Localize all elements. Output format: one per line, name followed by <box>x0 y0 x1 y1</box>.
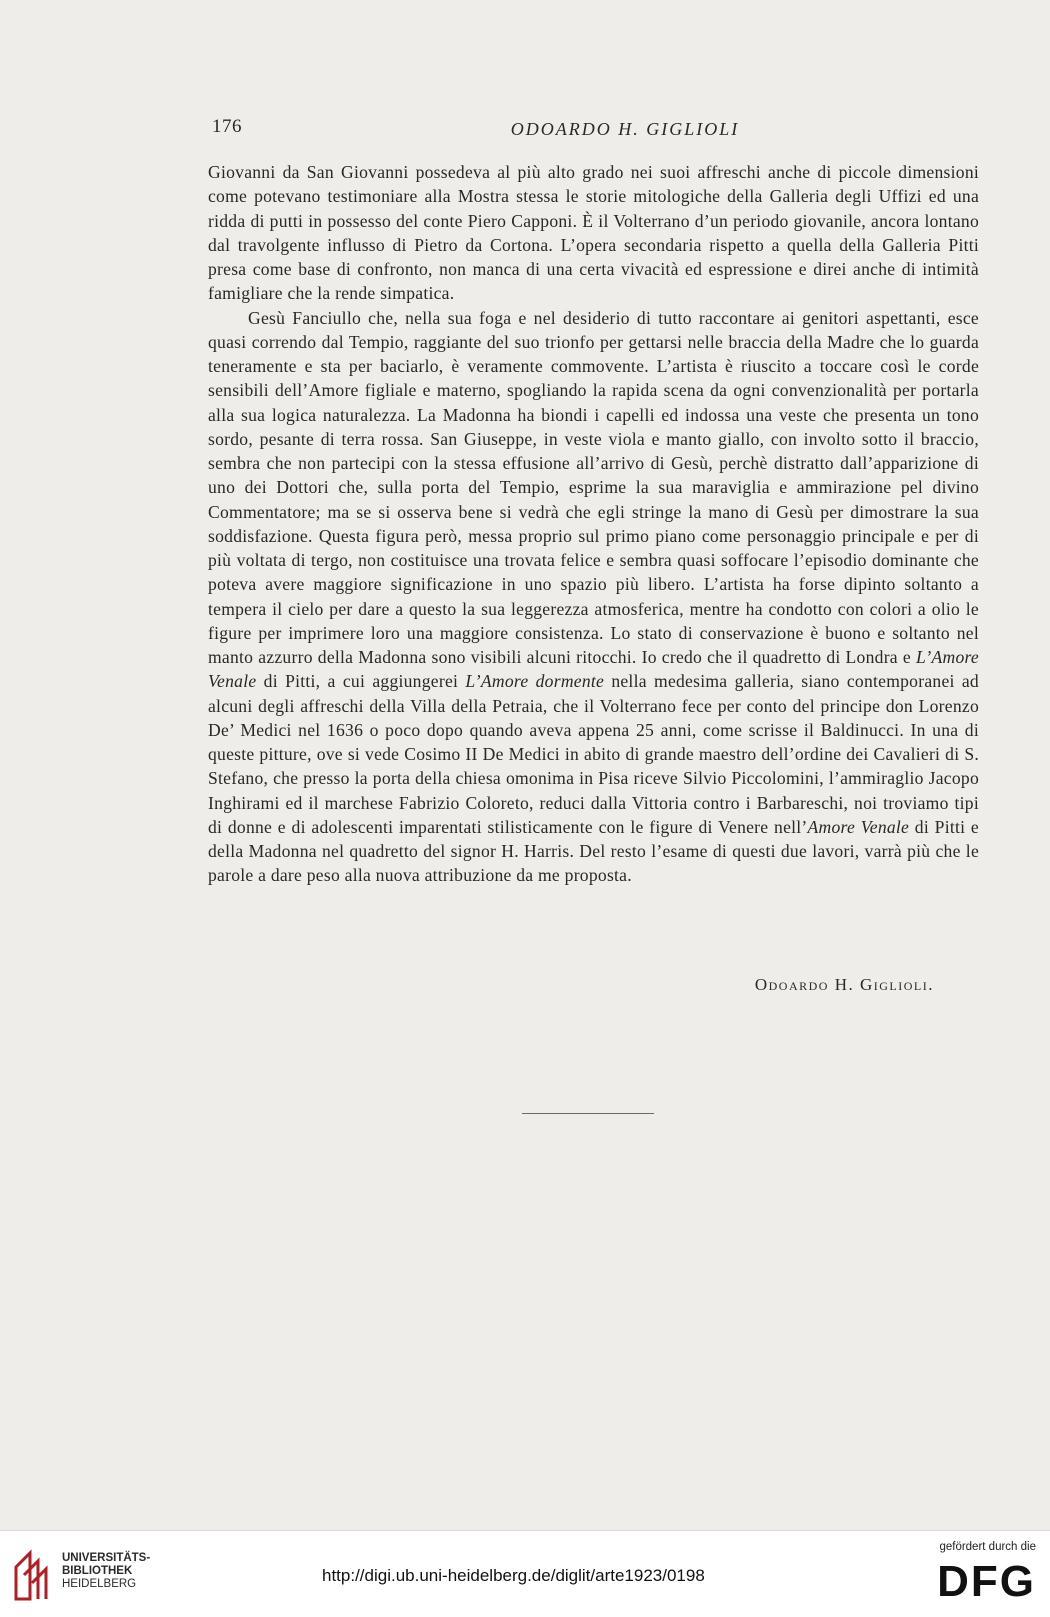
italic-title: L’Amore Venale <box>208 647 979 692</box>
paragraph-1: Giovanni da San Giovanni possedeva al più alto grado nei suoi affreschi anche di piccole dimensioni come potevano testimoniare alla Mostra stessa le storie mitologiche della Galleria degli Uffizi ed una ridda di putti in possesso del conte Piero Capponi. È il Volterrano d’un periodo giovanile, ancora lontano dal travolgente influsso di Pietro da Cortona. L’opera secondaria rispetto a quella della Galleria Pitti presa come base di confronto, non manca di una certa vivacità ed espressione e direi anche di intimità famigliare che la rende simpatica. <box>208 162 979 304</box>
page-number: 176 <box>212 116 242 137</box>
author-signature: Odoardo H. Giglioli. <box>754 975 934 994</box>
funder-label: gefördert durch die <box>939 1541 1036 1553</box>
end-rule <box>522 1113 654 1114</box>
italic-title: L’Amore dormente <box>465 671 605 692</box>
italic-title: Amore Venale <box>807 816 910 837</box>
running-title: ODOARDO H. GIGLIOLI <box>510 119 740 139</box>
permalink-url[interactable]: http://digi.ub.uni-heidelberg.de/diglit/arte1923/0198 <box>322 1566 705 1585</box>
university-library-logo-icon <box>12 1549 56 1603</box>
page-header <box>212 116 978 146</box>
digitization-footer <box>0 1530 1050 1617</box>
library-name: UNIVERSITÄTS- BIBLIOTHEK HEIDELBERG <box>62 1552 151 1590</box>
funder-credit <box>916 1541 1036 1607</box>
paragraph-2: Gesù Fanciullo che, nella sua foga e nel desiderio di tutto raccontare ai genitori aspettanti, esce quasi correndo dal Tempio, raggiante del suo trionfo per gettarsi nelle braccia della Madre che lo guarda teneramente e sta per baciarlo, è veramente commovente. L’artista è riuscito a toccare così le corde sensibili dell’Amore figliale e materno, spogliando la rapida scena da ogni convenzionalità per portarla alla sua logica naturalezza. La Madonna ha biondi i capelli ed indossa una veste che presenta un tono sordo, pesante di terra rossa. San Giuseppe, in veste viola e manto giallo, con involto sotto il braccio, sembra che non partecipi con la stessa effusione all’arrivo di Gesù, perchè distratto dall’apparizione di uno dei Dottori che, sulla porta del Tempio, esprime la sua maraviglia e ammirazione pel divino Commentatore; ma se si osserva bene si vedrà che egli stringe la mano di Gesù per dimostrare la sua soddisfazione. Questa figura però, messa proprio sul primo piano come personaggio principale e per di più voltata di tergo, non costituisce una trovata felice e sembra quasi soffocare l’episodio dominante che poteva avere maggiore significazione in uno spazio più libero. L’artista ha forse dipinto soltanto a tempera il cielo per dare a questo la sua leggerezza atmosferica, mentre ha condotto con colori a olio le figure per imprimere loro una maggiore consistenza. Lo stato di conservazione è buono e soltanto nel manto azzurro della Madonna sono visibili alcuni ritocchi. Io credo che il quadretto di Londra e L’Amore Venale di Pitti, a cui aggiungerei L’Amore dormente nella medesima galleria, siano contemporanei ad alcuni degli affreschi della Villa della Petraia, che il Volterrano fece per conto del principe don Lorenzo De’ Medici nel 1636 o poco dopo quando aveva appena 25 anni, come scrisse il Baldinucci. In una di queste pitture, ove si vede Cosimo II De Medici in abito di grande maestro dell’ordine dei Cavalieri di S. Stefano, che presso la porta della chiesa omonima in Pisa riceve Silvio Piccolomini, l’ammiraglio Jacopo Inghirami ed il marchese Fabrizio Coloreto, reduci dalla Vittoria contro i Barbareschi, noi troviamo tipi di donne e di adolescenti imparentati stilisticamente con le figure di Venere nell’Amore Venale di Pitti e della Madonna nel quadretto del signor H. Harris. Del resto l’esame di questi due lavori, varrà più che le parole a dare peso alla nuova attribuzione da me proposta. <box>208 307 979 886</box>
article-body <box>208 160 979 888</box>
dfg-logo: DFG <box>937 1557 1036 1606</box>
